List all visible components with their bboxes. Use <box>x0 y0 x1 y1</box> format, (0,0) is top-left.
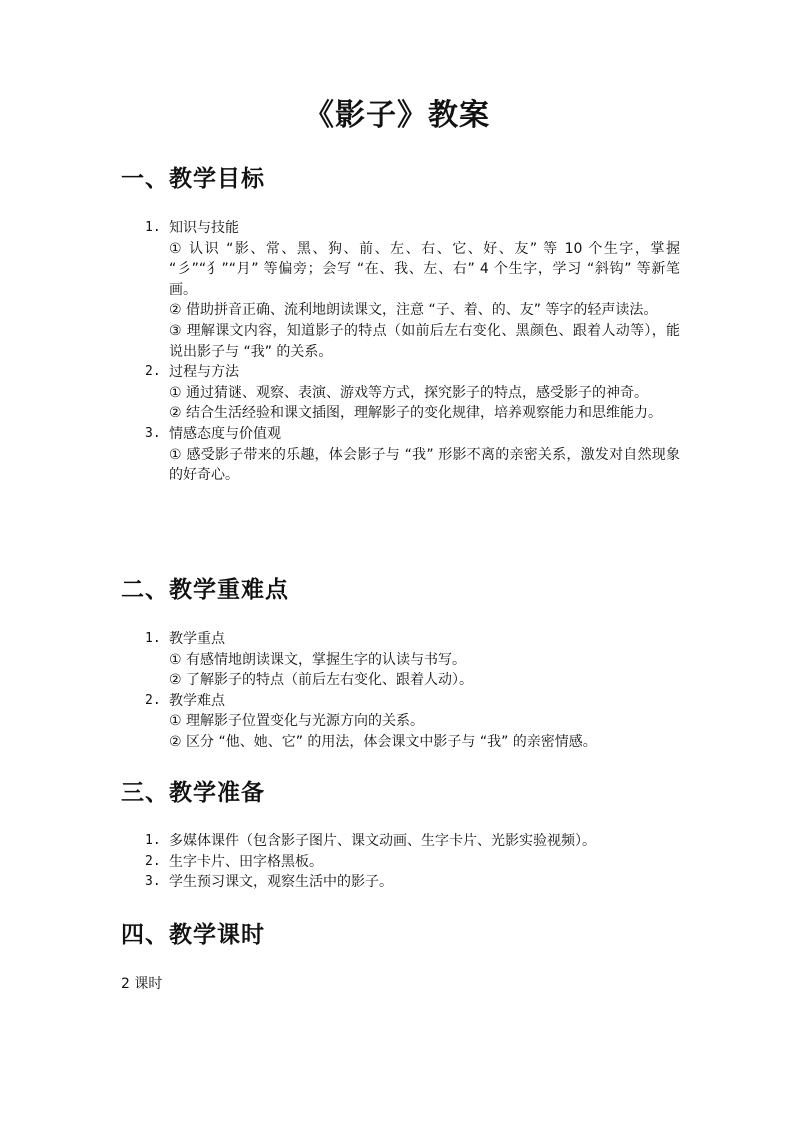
item-label: 教学难点 <box>169 692 225 709</box>
item-point: ③ 理解课文内容，知道影子的特点（如前后左右变化、黑颜色、跟着人动等），能说出影子与 “我” 的关系。 <box>169 322 680 360</box>
section-heading-preparation: 三、教学准备 <box>121 780 265 806</box>
list-item <box>145 362 680 424</box>
item-point: ① 通过猜谜、观察、表演、游戏等方式，探究影子的特点，感受影子的神奇。 <box>169 384 648 401</box>
list-item <box>145 629 680 691</box>
item-number: 1. <box>145 220 161 235</box>
item-label: 学生预习课文，观察生活中的影子。 <box>169 874 393 891</box>
item-label: 多媒体课件（包含影子图片、课文动画、生字卡片、光影实验视频）。 <box>169 833 596 849</box>
item-label: 情感态度与价值观 <box>169 425 281 442</box>
item-label: 生字卡片、田字格黑板。 <box>169 853 323 870</box>
item-point: ② 了解影子的特点（前后左右变化、跟着人动）。 <box>169 672 473 689</box>
section-heading-key-points: 二、教学重难点 <box>121 577 289 603</box>
item-number: 1. <box>145 631 161 646</box>
preparation-list <box>145 831 680 893</box>
item-label: 过程与方法 <box>169 364 239 381</box>
class-hours-text: 2 课时 <box>121 976 163 992</box>
item-point: ② 借助拼音正确、流利地朗读课文，注意 “子、着、的、友” 等字的轻声读法。 <box>169 302 658 319</box>
objectives-list <box>145 218 680 486</box>
list-item <box>145 831 680 852</box>
list-item <box>145 852 680 873</box>
item-point: ① 有感情地朗读课文，掌握生字的认读与书写。 <box>169 651 466 668</box>
item-point: ① 理解影子位置变化与光源方向的关系。 <box>169 713 424 730</box>
item-number: 3. <box>145 425 161 441</box>
list-item <box>145 424 680 486</box>
list-item <box>145 218 680 362</box>
list-item <box>145 691 680 753</box>
item-label: 教学重点 <box>169 631 225 647</box>
item-number: 3. <box>145 874 161 890</box>
item-number: 1. <box>145 833 161 848</box>
item-number: 2. <box>145 364 161 380</box>
item-point: ① 感受影子带来的乐趣，体会影子与 “我” 形影不离的亲密关系，激发对自然现象的好奇心。 <box>169 446 680 484</box>
item-point: ② 区分 “他、她、它” 的用法，体会课文中影子与 “我” 的亲密情感。 <box>169 733 597 750</box>
item-number: 2. <box>145 853 161 869</box>
section-heading-class-hours: 四、教学课时 <box>121 922 265 948</box>
section-heading-objectives: 一、教学目标 <box>121 166 265 192</box>
item-number: 2. <box>145 692 161 708</box>
item-label: 知识与技能 <box>169 220 239 236</box>
item-point: ② 结合生活经验和课文插图，理解影子的变化规律，培养观察能力和思维能力。 <box>169 405 662 422</box>
item-point: ① 认识 “影、常、黑、狗、前、左、右、它、好、友” 等 10 个生字，掌握 “彡”“犭”“月” 等偏旁；会写 “在、我、左、右” 4 个生字，学习 “斜钩” 等新笔画。 <box>169 240 680 298</box>
list-item <box>145 872 680 893</box>
document-title: 《影子》教案 <box>304 98 490 133</box>
key-points-list <box>145 629 680 753</box>
